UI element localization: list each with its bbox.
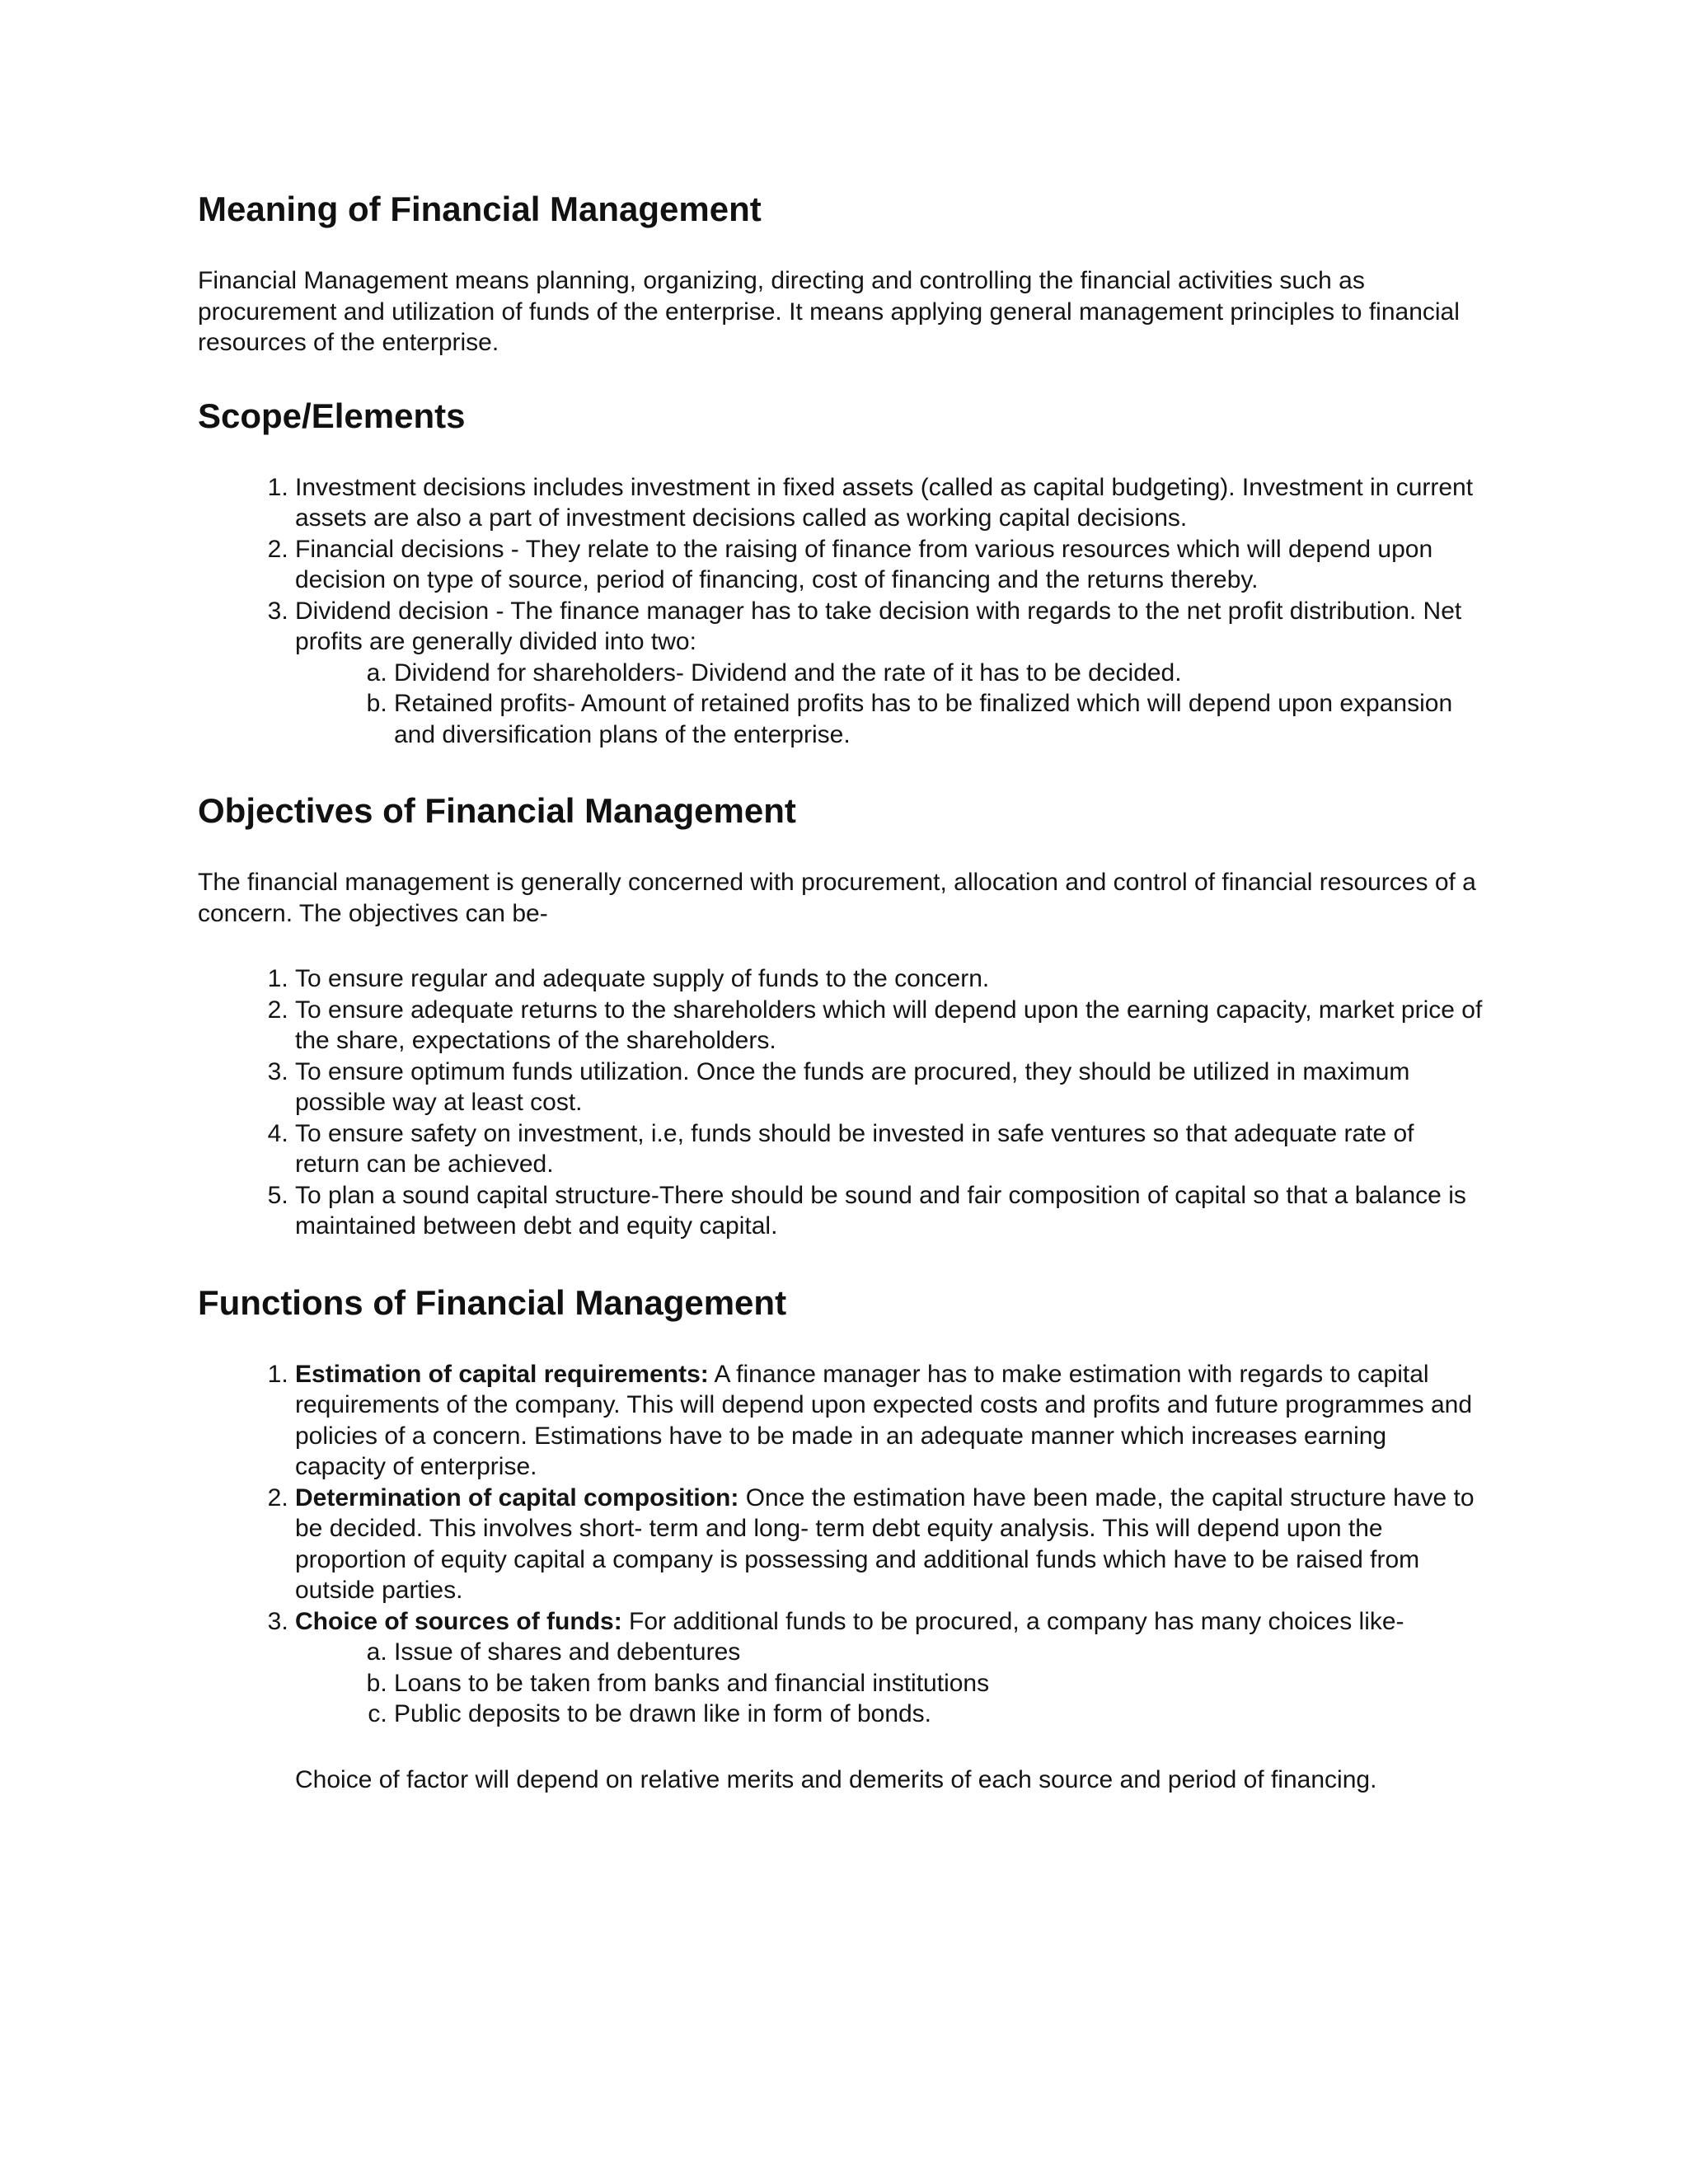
dividend-sublist [295, 658, 1484, 751]
heading-meaning: Meaning of Financial Management [198, 190, 762, 228]
scope-item-investment: 1. Investment decisions includes investment in fixed assets (called as capital budgeting). Investment in current assets are also a part of investment decisions called as working capital decisions. [295, 472, 1484, 534]
document-content [198, 188, 1484, 1795]
dividend-subitem-shareholders: a. Dividend for shareholders- Dividend and the rate of it has to be decided. [394, 658, 1484, 689]
scope-item-dividend: 3. Dividend decision - The finance manager has to take decision with regards to the net profit distribution. Net profits are generally divided into two: a. Dividend for shareholders- Dividend and the rate of it has to be decided. b. Retained profits- Amount of retained profits has to be finalized which will depend upon expansion and diversification plans of the enterprise. [295, 596, 1484, 751]
function-text: Once the estimation have been made, the capital structure have to be decided. This involves short- term and long- term debt equity analysis. This will depend upon the proportion of equity capital a company is possessing and additional funds which have to be raised from outside parties. [295, 1483, 1475, 1604]
function-item-composition [295, 1483, 1484, 1606]
dividend-subitem-retained: b. Retained profits- Amount of retained profits has to be finalized which will depend upon expansion and diversification plans of the enterprise. [394, 688, 1484, 750]
function-term: Estimation of capital requirements: [295, 1360, 709, 1388]
heading-objectives: Objectives of Financial Management [198, 791, 796, 830]
objectives-list [198, 963, 1484, 1242]
function-text: A finance manager has to make estimation with regards to capital requirements of the company. This will depend upon expected costs and profits and future programmes and policies of a concern. Estimations have to be made in an adequate manner which increases earning capacity of enterprise. [295, 1360, 1473, 1480]
heading-functions: Functions of Financial Management [198, 1282, 787, 1322]
function-term: Determination of capital composition: [295, 1483, 739, 1511]
source-subitem: c. Public deposits to be drawn like in form of bonds. [394, 1699, 1484, 1730]
functions-closing-paragraph: Choice of factor will depend on relative merits and demerits of each source and period of financing. [295, 1765, 1377, 1793]
objectives-paragraph: The financial management is generally concerned with procurement, allocation and control of financial resources of a concern. The objectives can be- [198, 869, 1476, 927]
objective-item: 2. To ensure adequate returns to the shareholders which will depend upon the earning capacity, market price of the share, expectations of the shareholders. [295, 995, 1484, 1057]
source-subitem: b. Loans to be taken from banks and financial institutions [394, 1668, 1484, 1699]
functions-list [198, 1359, 1484, 1730]
scope-list [198, 472, 1484, 751]
objective-item: 5. To plan a sound capital structure-There should be sound and fair composition of capital so that a balance is maintained between debt and equity capital. [295, 1180, 1484, 1242]
meaning-paragraph: Financial Management means planning, organizing, directing and controlling the financial activities such as procurement and utilization of funds of the enterprise. It means applying general management principles to financial resources of the enterprise. [198, 267, 1460, 356]
scope-item-financial: 2. Financial decisions - They relate to the raising of finance from various resources which will depend upon decision on type of source, period of financing, cost of financing and the returns thereby. [295, 534, 1484, 596]
function-term: Choice of sources of funds: [295, 1607, 622, 1635]
objective-item: 3. To ensure optimum funds utilization. Once the funds are procured, they should be utilized in maximum possible way at least cost. [295, 1057, 1484, 1118]
objective-item: 1. To ensure regular and adequate supply of funds to the concern. [295, 963, 1484, 995]
heading-scope: Scope/Elements [198, 396, 466, 435]
function-text: For additional funds to be procured, a company has many choices like- [621, 1607, 1404, 1635]
objective-item: 4. To ensure safety on investment, i.e, funds should be invested in safe ventures so that adequate rate of return can be achieved. [295, 1118, 1484, 1180]
source-subitem: a. Issue of shares and debentures [394, 1637, 1484, 1668]
function-item-estimation [295, 1359, 1484, 1483]
sources-sublist [295, 1637, 1484, 1730]
function-item-sources [295, 1606, 1484, 1730]
